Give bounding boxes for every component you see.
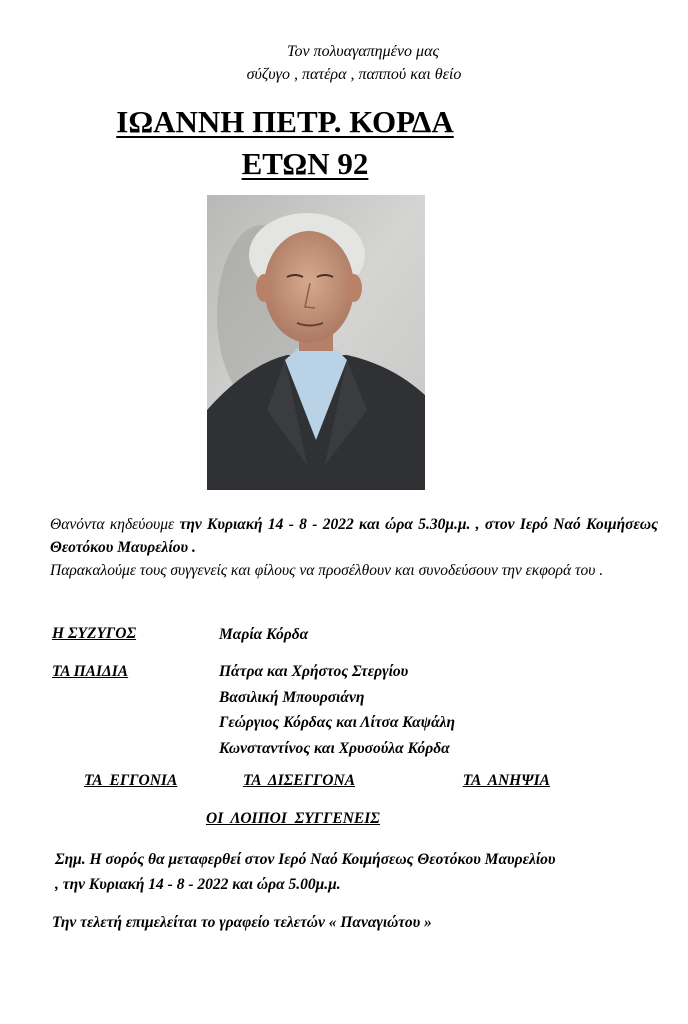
spouse-label: Η ΣΥΖΥΓΟΣ	[52, 625, 137, 642]
spouse-name: Μαρία Κόρδα	[219, 626, 309, 643]
portrait-photo-icon	[207, 195, 425, 490]
portrait-photo	[207, 195, 425, 490]
announcement-invitation: Παρακαλούμε τους συγγενείς και φίλους να προσέλθουν και συνοδεύσουν την εκφορά του .	[50, 562, 604, 579]
intro-line-2: σύζυγο , πατέρα , παππού και θείο	[246, 66, 462, 83]
child-item: Κωνσταντίνος και Χρυσούλα Κόρδα	[219, 739, 450, 757]
funeral-home-note: Την τελετή επιμελείται το γραφείο τελετών « Παναγιώτου »	[52, 914, 432, 931]
announcement-date-place: την Κυριακή 14 - 8 - 2022 και ώρα 5.30μ.μ. , στον Ιερό Ναό Κοιμήσεως Θεοτόκου Μαυρελίου .	[50, 516, 658, 556]
child-item: Πάτρα και Χρήστος Στεργίου	[219, 663, 409, 680]
funeral-announcement	[50, 513, 658, 582]
announcement-text: Θανόντα κηδεύουμε	[50, 516, 180, 533]
grandchildren-label: ΤΑ ΕΓΓΟΝΙΑ	[84, 772, 178, 789]
deceased-name: ΙΩΑΝΝΗ ΠΕΤΡ. ΚΟΡΔΑ	[116, 104, 454, 139]
children-list	[219, 659, 455, 761]
child-item: Γεώργιος Κόρδας και Λίτσα Καψάλη	[219, 714, 456, 731]
other-relatives-label: ΟΙ ΛΟΙΠΟΙ ΣΥΓΓΕΝΕΙΣ	[206, 810, 380, 827]
nephews-label: ΤΑ ΑΝΗΨΙΑ	[462, 772, 550, 789]
note-line-1: Σημ. Η σορός θα μεταφερθεί στον Ιερό Ναό Κοιμήσεως Θεοτόκου Μαυρελίου	[55, 851, 556, 868]
note-line-2: , την Κυριακή 14 - 8 - 2022 και ώρα 5.00μ.μ.	[55, 876, 341, 893]
children-label: ΤΑ ΠΑΙΔΙΑ	[52, 663, 129, 680]
deceased-age: ΕΤΩΝ 92	[241, 146, 369, 181]
transfer-note	[55, 847, 665, 897]
intro-line-1: Τον πολυαγαπημένο μας	[287, 43, 439, 60]
child-item: Βασιλική Μπουρσιάνη	[219, 688, 365, 706]
great-grandchildren-label: ΤΑ ΔΙΣΕΓΓΟΝΑ	[243, 772, 356, 789]
